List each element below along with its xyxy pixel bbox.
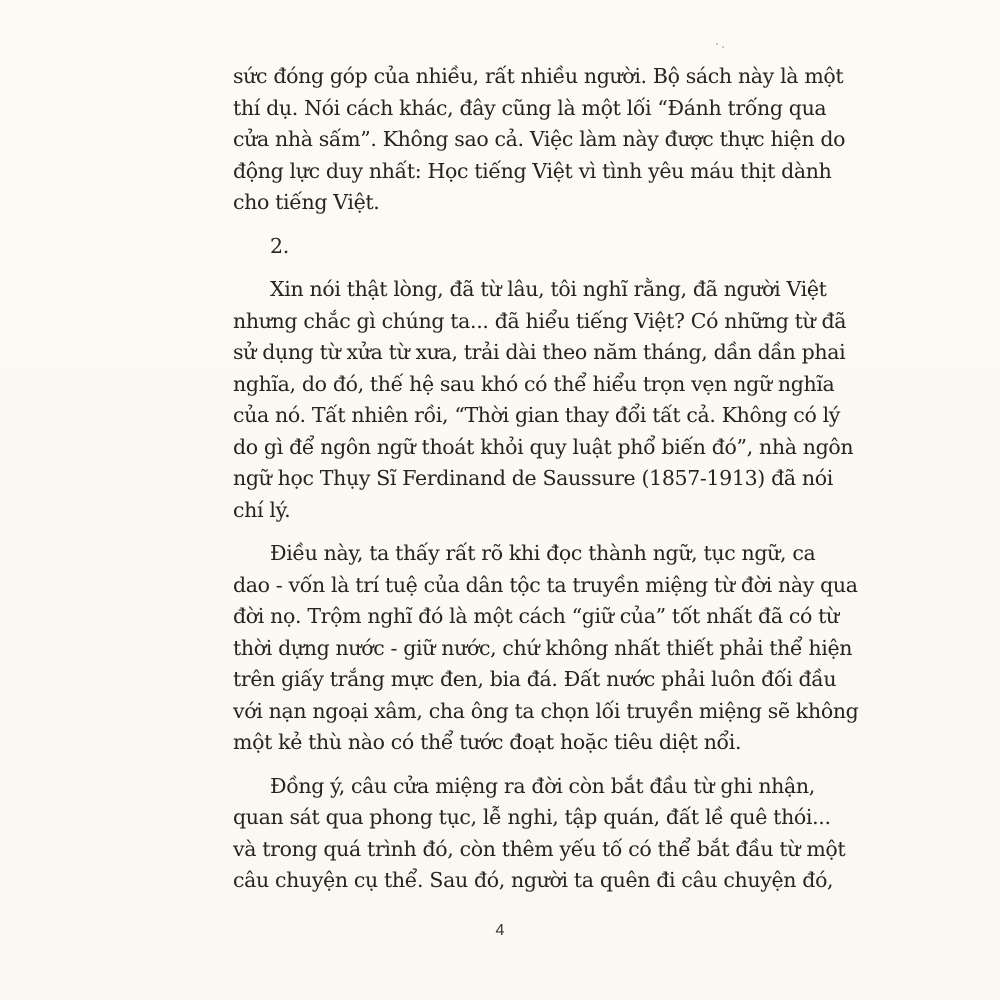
- text-line: quan sát qua phong tục, lễ nghi, tập quán, đất lề quê thói...: [233, 805, 831, 829]
- text-line: nghĩa, do đó, thế hệ sau khó có thể hiểu trọn vẹn ngữ nghĩa: [233, 372, 835, 396]
- text-line: cho tiếng Việt.: [233, 190, 380, 214]
- text-line: Xin nói thật lòng, đã từ lâu, tôi nghĩ rằng, đã người Việt: [270, 277, 827, 301]
- text-line: trên giấy trắng mực đen, bia đá. Đất nước phải luôn đối đầu: [233, 667, 837, 691]
- text-line: Điều này, ta thấy rất rõ khi đọc thành ngữ, tục ngữ, ca: [270, 541, 816, 565]
- text-line: động lực duy nhất: Học tiếng Việt vì tình yêu máu thịt dành: [233, 159, 832, 183]
- scan-speck: [722, 46, 724, 48]
- text-line: sử dụng từ xửa từ xưa, trải dài theo năm tháng, dần dần phai: [233, 340, 846, 364]
- text-line: thời dựng nước - giữ nước, chứ không nhất thiết phải thể hiện: [233, 636, 853, 660]
- text-line: ngữ học Thụy Sĩ Ferdinand de Saussure (1857-1913) đã nói: [233, 466, 833, 490]
- page-number: 4: [495, 922, 505, 939]
- text-line: do gì để ngôn ngữ thoát khỏi quy luật phổ biến đó”, nhà ngôn: [233, 435, 854, 459]
- text-line: dao - vốn là trí tuệ của dân tộc ta truyền miệng từ đời này qua: [233, 573, 858, 597]
- text-line: cửa nhà sấm”. Không sao cả. Việc làm này được thực hiện do: [233, 127, 846, 151]
- text-line: Đồng ý, câu cửa miệng ra đời còn bắt đầu từ ghi nhận,: [270, 774, 815, 798]
- scan-speck: [716, 43, 718, 45]
- text-line: với nạn ngoại xâm, cha ông ta chọn lối truyền miệng sẽ không: [233, 699, 859, 723]
- text-line: của nó. Tất nhiên rồi, “Thời gian thay đổi tất cả. Không có lý: [233, 403, 841, 427]
- text-line: chí lý.: [233, 498, 291, 522]
- text-line: một kẻ thù nào có thể tước đoạt hoặc tiêu diệt nổi.: [233, 730, 742, 754]
- text-line: thí dụ. Nói cách khác, đây cũng là một lối “Đánh trống qua: [233, 96, 827, 120]
- text-line: và trong quá trình đó, còn thêm yếu tố có thể bắt đầu từ một: [233, 837, 846, 861]
- text-line: câu chuyện cụ thể. Sau đó, người ta quên đi câu chuyện đó,: [233, 868, 834, 892]
- text-line: nhưng chắc gì chúng ta... đã hiểu tiếng Việt? Có những từ đã: [233, 309, 847, 333]
- text-line: sức đóng góp của nhiều, rất nhiều người. Bộ sách này là một: [233, 64, 844, 88]
- text-line: đời nọ. Trộm nghĩ đó là một cách “giữ của” tốt nhất đã có từ: [233, 604, 839, 628]
- section-number: 2.: [270, 234, 289, 258]
